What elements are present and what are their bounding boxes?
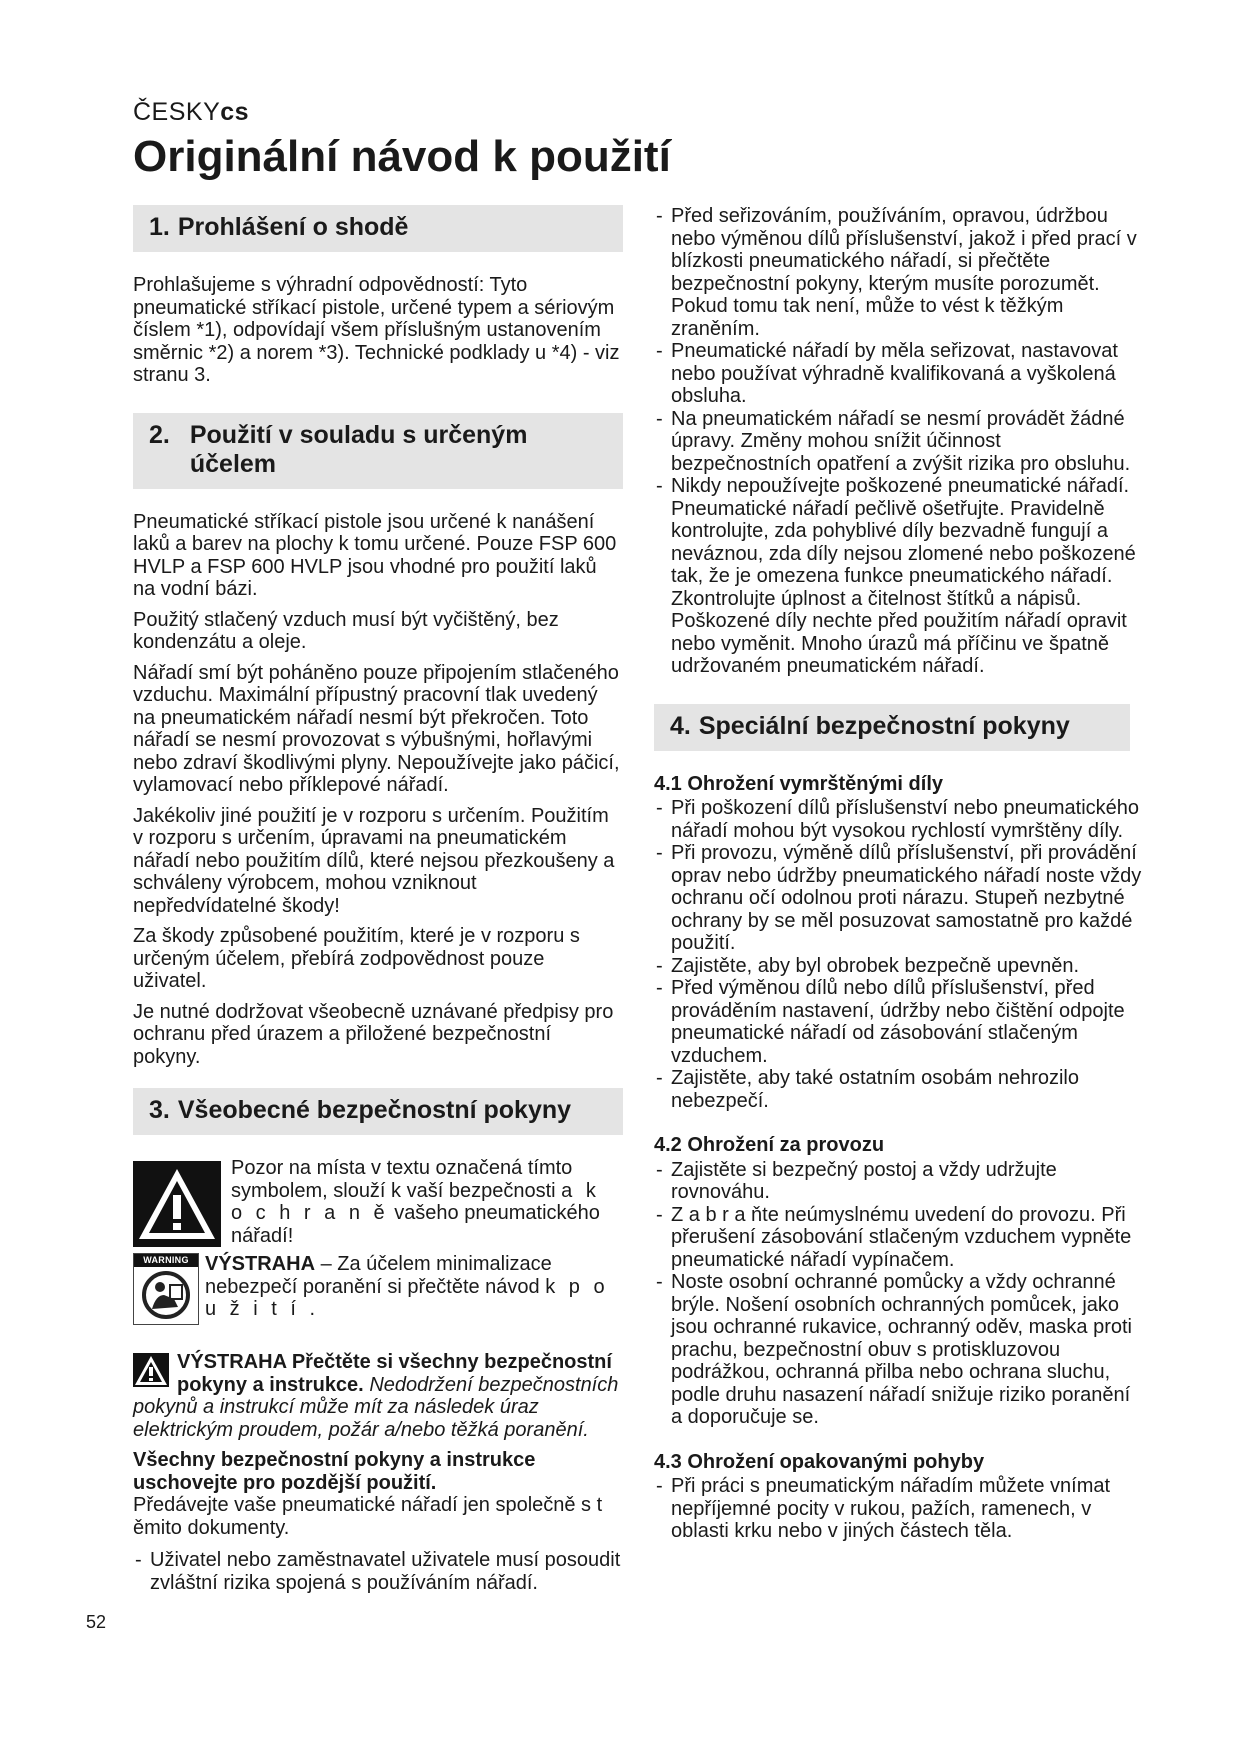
warning-text: – Za účelem minimalizace nebezpečí poranění si přečtěte návod xyxy=(205,1253,552,1298)
list-item: - Při provozu, výměně dílů příslušenství, při provádění oprav nebo údržby pneumatického nářadí noste vždy ochranu očí odolnou proti nárazu. Stupeň nezbytné ochrany by se měl posuzovat samostatně pro každé použití. xyxy=(654,842,1144,955)
list-item: - Na pneumatickém nářadí se nesmí provádět žádné úpravy. Změny mohou snížit účinnost bezpečnostních opatření a zvýšit rizika pro obsluhu. xyxy=(654,408,1144,476)
general-safety-list-continued xyxy=(654,205,1144,678)
section-4-heading xyxy=(654,704,1130,751)
general-safety-list xyxy=(133,1549,623,1594)
list-item: - Nikdy nepoužívejte poškozené pneumatické nářadí. Pneumatické nářadí pečlivě ošetřujte. Pravidelně kontrolujte, zda pohyblivé díly bezvadně fungují a neváznou, zda díly nejsou zlomené nebo poškozené tak, že je omezena funkce pneumatického nářadí. Zkontrolujte úplnost a čitelnost štítků a nápisů. Poškozené díly nechte před použitím nářadí opravit nebo vyměnit. Mnoho úrazů má příčinu ve špatně udržovaném pneumatickém nářadí. xyxy=(654,475,1144,678)
section-number: 2. xyxy=(149,420,170,449)
right-column xyxy=(654,205,1144,1543)
declaration-text: Prohlašujeme s výhradní odpovědností: Tyto pneumatické stříkací pistole, určené typem a sériovým číslem *1), odpovídají všem příslušným ustanovením směrnic *2) a norem *3). Technické podklady u *4) - viz stranu 3. xyxy=(133,274,620,386)
list-item: - Před seřizováním, používáním, opravou, údržbou nebo výměnou dílů příslušenství, jakož i před prací v blízkosti pneumatického nářadí, si přečtěte bezpečnostní pokyny, kterým musíte porozumět. Pokud tomu tak není, může to vést k těžkým zraněním. xyxy=(654,205,1144,340)
subsection-4-1-title: 4.1 Ohrožení vymrštěnými díly xyxy=(654,772,943,795)
paragraph: Pneumatické stříkací pistole jsou určené k nanášení laků a barev na plochy k tomu určené. Pouze FSP 600 HVLP a FSP 600 HVLP jsou vhodné pro použití laků na vodní bázi. xyxy=(133,510,617,600)
list-item: - Zajistěte si bezpečný postoj a vždy udržujte rovnováhu. xyxy=(654,1159,1144,1204)
page-number: 52 xyxy=(86,1612,107,1632)
section-2-heading xyxy=(133,413,623,489)
section-number: 3. xyxy=(149,1096,170,1124)
section-3-heading xyxy=(133,1088,623,1135)
left-column xyxy=(133,205,623,1594)
keep-instructions xyxy=(133,1449,623,1539)
section-number: 1. xyxy=(149,213,170,241)
read-all-bold: VÝSTRAHA Přečtěte si všechny bezpečnostní pokyny a instrukce. xyxy=(177,1351,612,1396)
list-item: - Pneumatické nářadí by měla seřizovat, nastavovat nebo používat výhradně kvalifikovaná a vyškolená obsluha. xyxy=(654,340,1144,408)
subsection-4-3-title: 4.3 Ohrožení opakovanými pohyby xyxy=(654,1450,985,1473)
subsection-4-1-list xyxy=(654,797,1144,1112)
warning-small-icon xyxy=(133,1353,169,1387)
list-item: - Při poškození dílů příslušenství nebo pneumatického nářadí mohou být vysokou rychlostí vymrštěny díly. xyxy=(654,797,1144,842)
section-title: Všeobecné bezpečnostní pokyny xyxy=(177,1096,572,1124)
section-title: Použití v souladu s určeným účelem xyxy=(189,420,528,478)
warning-triangle-icon xyxy=(133,1161,221,1247)
language-label xyxy=(133,98,249,127)
section-number: 4. xyxy=(670,711,691,740)
paragraph: Je nutné dodržovat všeobecně uznávané předpisy pro ochranu před úrazem a přiložené bezpečnostní pokyny. xyxy=(133,1000,614,1068)
list-item: - Při práci s pneumatickým nářadím můžete vnímat nepříjemné pocity v rukou, pažích, ramenech, v oblasti krku nebo v jiných částech těla. xyxy=(654,1475,1144,1543)
section-title: Speciální bezpečnostní pokyny xyxy=(698,711,1070,740)
language-name: ČESKY xyxy=(133,98,221,126)
list-item: - Z a b r a ňte neúmyslnému uvedení do provozu. Při přerušení zásobování stlačeným vzduchem vypněte pneumatické nářadí vypínačem. xyxy=(654,1204,1144,1272)
list-item: - Zajistěte, aby také ostatním osobám nehrozilo nebezpečí. xyxy=(654,1067,1144,1112)
list-item: - Před výměnou dílů nebo dílů příslušenství, před prováděním nastavení, údržby nebo čištění odpojte pneumatické nářadí od zásobování stlačeným vzduchem. xyxy=(654,977,1144,1067)
subsection-4-3-list xyxy=(654,1475,1144,1543)
warning-strip-label: WARNING xyxy=(134,1254,198,1267)
paragraph: Za škody způsobené použitím, které je v rozporu s určeným účelem, přebírá zodpovědnost pouze uživatel. xyxy=(133,925,580,992)
read-all-warning xyxy=(133,1351,623,1441)
paragraph: Použitý stlačený vzduch musí být vyčištěný, bez kondenzátu a oleje. xyxy=(133,608,559,653)
warning-text-spaced: k p o u ž i t í . xyxy=(205,1275,609,1320)
symbol-note-spaced: a k o c h r a n ě xyxy=(231,1179,600,1224)
keep-bold: Všechny bezpečnostní pokyny a instrukce uschovejte pro pozdější použití. xyxy=(133,1449,536,1494)
list-item: - Noste osobní ochranné pomůcky a vždy ochranné brýle. Nošení osobních ochranných pomůcek, jako jsou ochranné rukavice, ochranný oděv, maska proti prachu, bezpečnostní obuv s protiskluzovou podrážkou, ochranná přilba nebo ochrana sluchu, podle druhu nasazení nářadí snižuje riziko poranění a doporučuje se. xyxy=(654,1271,1144,1429)
warning-label: VÝSTRAHA xyxy=(205,1253,316,1275)
read-manual-icon xyxy=(133,1253,199,1325)
keep-text: Předávejte vaše pneumatické nářadí jen společně s t ěmito dokumenty. xyxy=(133,1494,603,1539)
symbol-note-end: vašeho pneumatického nářadí! xyxy=(231,1202,600,1247)
section-1-heading xyxy=(133,205,623,252)
read-all-italic: Nedodržení bezpečnostních pokynů a instrukcí může mít za následek úraz elektrickým proudem, požár a/nebo těžká poranění. xyxy=(133,1373,619,1441)
paragraph: Nářadí smí být poháněno pouze připojením stlačeného vzduchu. Maximální přípustný pracovní tlak uvedený na pneumatickém nářadí nesmí být překročen. Toto nářadí se nesmí provozovat s výbušnými, hořlavými nebo zdraví škodlivými plyny. Nepoužívejte jako páčicí, vylamovací nebo příklepové nářadí. xyxy=(133,661,620,796)
paragraph: Jakékoliv jiné použití je v rozporu s určením. Použitím v rozporu s určením, úpravami na pneumatickém nářadí nebo použitím dílů, které nejsou přezkoušeny a schváleny výrobcem, mohou vzniknout nepředvídatelné škody! xyxy=(133,804,615,917)
safety-symbol-note xyxy=(133,1157,623,1247)
page-title: Originální návod k použití xyxy=(133,132,671,181)
language-code: cs xyxy=(220,98,250,126)
list-item: - Zajistěte, aby byl obrobek bezpečně upevněn. xyxy=(654,955,1144,978)
list-item: - Uživatel nebo zaměstnavatel uživatele musí posoudit zvláštní rizika spojená s používáním nářadí. xyxy=(133,1549,623,1594)
subsection-4-2-list xyxy=(654,1159,1144,1429)
symbol-note-text: Pozor na místa v textu označená tímto symbolem, slouží k vaší bezpečnosti xyxy=(231,1157,573,1202)
read-manual-note xyxy=(133,1253,623,1325)
section-title: Prohlášení o shodě xyxy=(177,213,409,241)
subsection-4-2-title: 4.2 Ohrožení za provozu xyxy=(654,1134,885,1156)
